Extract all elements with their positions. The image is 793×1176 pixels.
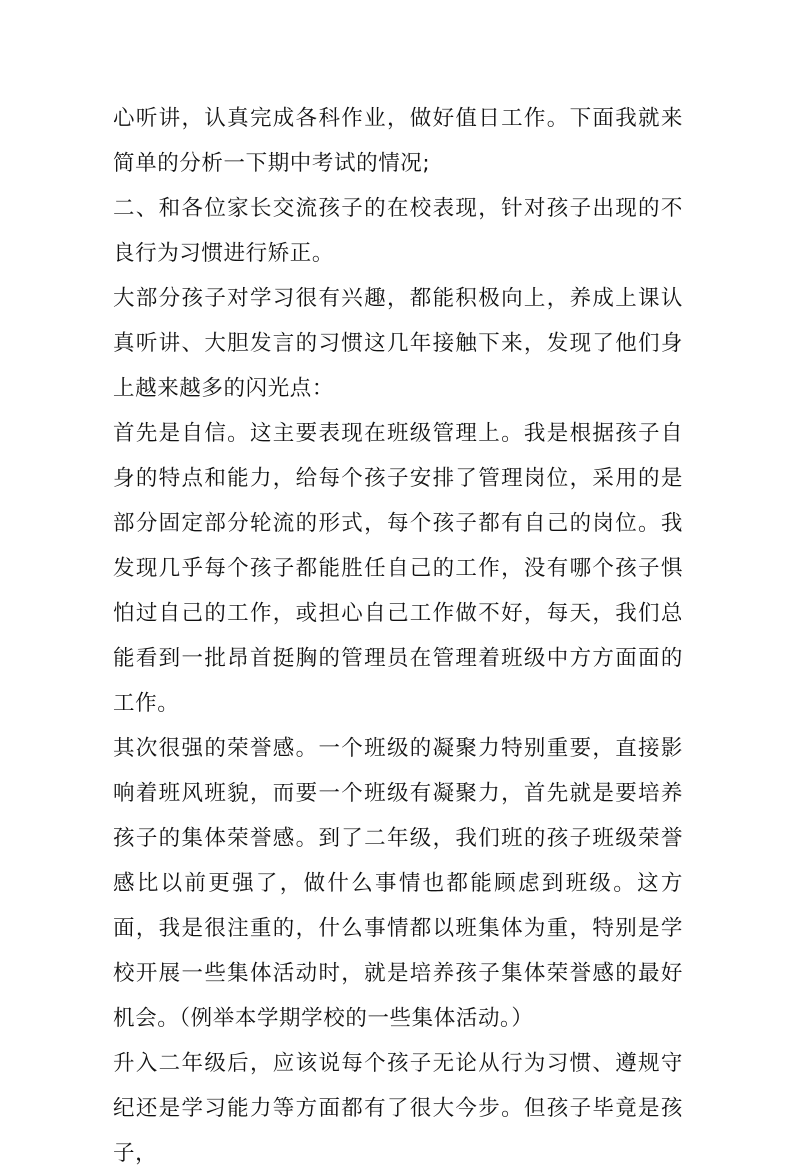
- paragraph: 其次很强的荣誉感。一个班级的凝聚力特别重要，直接影响着班风班貌，而要一个班级有凝聚力，首先就是要培养孩子的集体荣誉感。到了二年级，我们班的孩子班级荣誉感比以前更强了，做什么事情也都能顾虑到班级。这方面，我是很注重的，什么事情都以班集体为重，特别是学校开展一些集体活动时，就是培养孩子集体荣誉感的最好机会。（例举本学期学校的一些集体活动。）: [113, 736, 683, 1031]
- paragraph: 首先是自信。这主要表现在班级管理上。我是根据孩子自身的特点和能力，给每个孩子安排了管理岗位，采用的是部分固定部分轮流的形式，每个孩子都有自己的岗位。我发现几乎每个孩子都能胜任自己的工作，没有哪个孩子惧怕过自己的工作，或担心自己工作做不好，每天，我们总能看到一批昂首挺胸的管理员在管理着班级中方方面面的工作。: [113, 421, 683, 716]
- paragraph: 二、和各位家长交流孩子的在校表现，针对孩子出现的不良行为习惯进行矫正。: [113, 196, 683, 266]
- paragraph: 升入二年级后，应该说每个孩子无论从行为习惯、遵规守纪还是学习能力等方面都有了很大今步。但孩子毕竟是孩子，: [113, 1051, 683, 1166]
- paragraph: 心听讲，认真完成各科作业，做好值日工作。下面我就来简单的分析一下期中考试的情况;: [113, 106, 683, 176]
- paragraph: 大部分孩子对学习很有兴趣，都能积极向上，养成上课认真听讲、大胆发言的习惯这几年接触下来，发现了他们身上越来越多的闪光点：: [113, 286, 683, 401]
- document-body: [113, 96, 683, 1176]
